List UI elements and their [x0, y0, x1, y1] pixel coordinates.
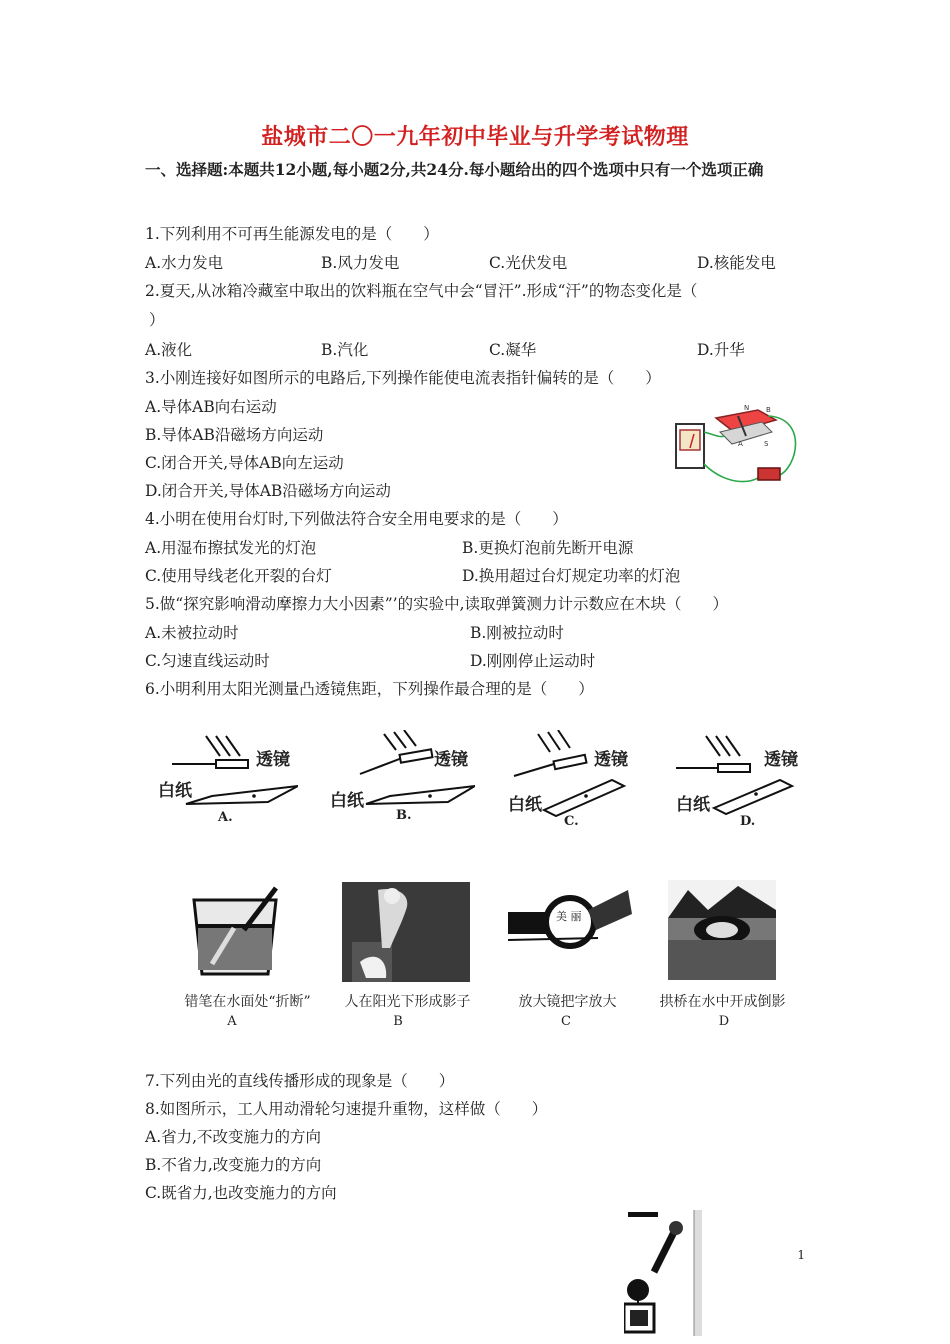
- photo-magnifier: [508, 880, 634, 978]
- lens-label: 透镜: [256, 750, 290, 770]
- photo-pencil-in-water: [190, 884, 280, 976]
- question-1: 1.下列利用不可再生能源发电的是（ ）: [145, 225, 439, 243]
- image-letter-b: B: [393, 1014, 403, 1029]
- q4-option-d: D.换用超过台灯规定功率的灯泡: [462, 567, 681, 585]
- image-letter-c: C: [561, 1014, 571, 1029]
- figure-letter-a: A.: [218, 810, 233, 825]
- q5-option-d: D.刚刚停止运动时: [470, 652, 596, 670]
- photo-shadow: [342, 882, 470, 982]
- switch: [758, 468, 780, 480]
- svg-text:B: B: [766, 406, 771, 414]
- paper-label: 白纸: [508, 795, 542, 815]
- lens-figure-d: [676, 730, 806, 830]
- q8-option-c: C.既省力,也改变施力的方向: [145, 1184, 337, 1202]
- q3-option-b: B.导体AB沿磁场方向运动: [145, 426, 324, 444]
- q8-option-a: A.省力,不改变施力的方向: [145, 1128, 322, 1146]
- caption-c: 放大镜把字放大: [518, 994, 617, 1010]
- q2-option-d: D.升华: [697, 341, 745, 359]
- question-6: 6.小明利用太阳光测量凸透镜焦距，下列操作最合理的是（ ）: [145, 680, 594, 698]
- q8-option-b: B.不省力,改变施力的方向: [145, 1156, 322, 1174]
- lens-label: 透镜: [594, 750, 628, 770]
- question-2: 2.夏天,从冰箱冷藏室中取出的饮料瓶在空气中会“冒汗”.形成“汗”的物态变化是（: [145, 282, 698, 300]
- svg-text:美 丽: 美 丽: [556, 910, 582, 923]
- paper-label: 白纸: [676, 795, 710, 815]
- question-4: 4.小明在使用台灯时,下列做法符合安全用电要求的是（ ）: [145, 510, 568, 528]
- question-5: 5.做“探究影响滑动摩擦力大小因素”’的实验中,读取弹簧测力计示数应在木块（ ）: [145, 595, 728, 613]
- page-title: 盐城市二〇一九年初中毕业与升学考试物理: [261, 124, 689, 150]
- figure-letter-d: D.: [740, 814, 756, 829]
- pulley-figure: [624, 1206, 704, 1340]
- image-letter-d: D: [718, 1014, 730, 1029]
- q5-option-c: C.匀速直线运动时: [145, 652, 270, 670]
- q1-option-d: D.核能发电: [697, 254, 776, 272]
- q4-option-a: A.用湿布擦拭发光的灯泡: [145, 539, 317, 557]
- lens-figure-c: [508, 730, 638, 830]
- svg-text:A: A: [738, 440, 743, 448]
- q4-option-c: C.使用导线老化开裂的台灯: [145, 567, 332, 585]
- q3-option-d: D.闭合开关,导体AB沿磁场方向运动: [145, 482, 391, 500]
- paper-label: 白纸: [158, 781, 192, 801]
- q5-option-b: B.刚被拉动时: [470, 624, 564, 642]
- q3-option-a: A.导体AB向右运动: [145, 398, 277, 416]
- image-letter-a: A: [227, 1014, 237, 1029]
- figure-letter-b: B.: [396, 808, 412, 823]
- lens-label: 透镜: [434, 750, 468, 770]
- figure-letter-c: C.: [564, 814, 579, 829]
- q2-option-b: B.汽化: [321, 341, 369, 359]
- wire: [704, 464, 764, 482]
- q1-option-a: A.水力发电: [145, 254, 224, 272]
- question-2-cont: ）: [149, 311, 165, 329]
- lens-label: 透镜: [764, 750, 798, 770]
- q1-option-b: B.风力发电: [321, 254, 400, 272]
- svg-text:N: N: [744, 404, 750, 412]
- svg-text:S: S: [764, 440, 769, 448]
- photo-bridge-reflection: [668, 880, 776, 980]
- paper-label: 白纸: [330, 791, 364, 811]
- q1-option-c: C.光伏发电: [489, 254, 568, 272]
- section-heading: 一、选择题:本题共12小题,每小题2分,共24分.每小题给出的四个选项中只有一个选项正确: [145, 160, 764, 179]
- q2-option-a: A.液化: [145, 341, 193, 359]
- caption-a: 错笔在水面处“折断”: [184, 994, 311, 1010]
- lens-figure-b: [330, 730, 475, 830]
- question-3: 3.小刚连接好如图所示的电路后,下列操作能使电流表指针偏转的是（ ）: [145, 369, 661, 387]
- q5-option-a: A.未被拉动时: [145, 624, 239, 642]
- caption-d: 拱桥在水中开成倒影: [659, 994, 786, 1010]
- question-8: 8.如图所示，工人用动滑轮匀速提升重物，这样做（ ）: [145, 1100, 548, 1118]
- circuit-figure: [668, 398, 803, 490]
- lens-figure-a: [158, 730, 298, 830]
- caption-b: 人在阳光下形成影子: [344, 994, 471, 1010]
- page-number: 1: [797, 1248, 805, 1262]
- q2-option-c: C.凝华: [489, 341, 537, 359]
- question-7: 7.下列由光的直线传播形成的现象是（ ）: [145, 1072, 455, 1090]
- q4-option-b: B.更换灯泡前先断开电源: [462, 539, 634, 557]
- q3-option-c: C.闭合开关,导体AB向左运动: [145, 454, 344, 472]
